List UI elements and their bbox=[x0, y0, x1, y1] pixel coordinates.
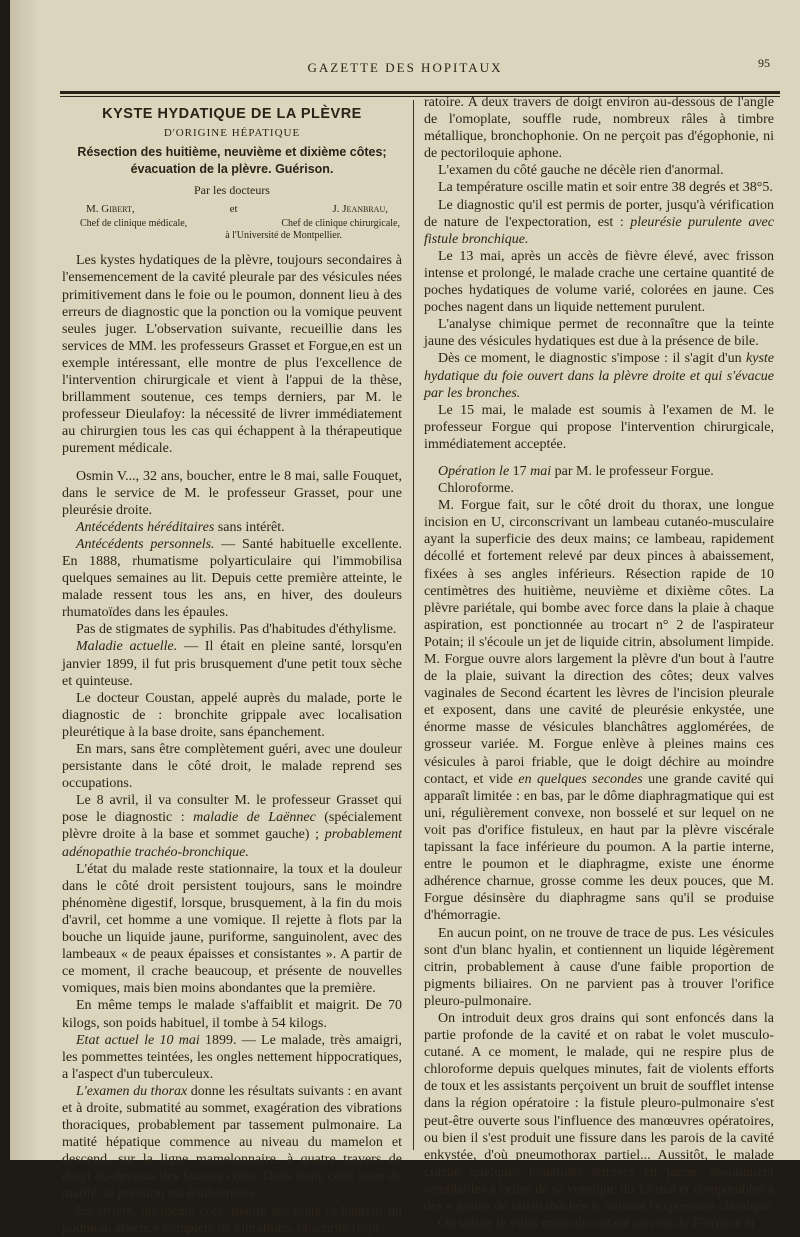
left-column bbox=[62, 102, 402, 1237]
operation-month: mai bbox=[530, 463, 552, 479]
current-illness-label: Maladie actuelle. bbox=[76, 639, 178, 655]
operation-label: Opération le bbox=[438, 463, 510, 479]
affiliations bbox=[62, 218, 402, 230]
no-pus-paragraph: En aucun point, on ne trouve de trace de pus. Les vésicules sont d'un blanc hyalin, et contiennent un liquide légèrement citrin, probablement à cause d'une faible proportion de pigments biliaires. On ne parvient pas à trouver l'orifice pleuro-pulmonaire. bbox=[424, 925, 774, 1009]
running-title: GAZETTE DES HOPITAUX bbox=[307, 60, 503, 75]
author-conjunction: et bbox=[229, 203, 238, 216]
drains-paragraph: On introduit deux gros drains qui sont enfoncés dans la partie profonde de la cavité et on rabat le volet musculo-cutané. A ce moment, le malade, qui ne respire plus de chloroforme depuis quelques minutes, fait de violents efforts de toux et les assistants perçoivent un bruit de soufflet intense dans la région opératoire : la fistule pleuro-pulmonaire s'est peut-être ouverte sous l'influence des manœuvres opératoires, ou bien il s'est produit une fissure dans les parois de la cavité enkystée, d'où pneumothorax partiel... Aussitôt, le malade crache quelques hydatides teintées en jaune, absolument semblables à celles de sa vomique du 13 mai et comparables à des « grains de raisin mâchés », suivant l'expression classique. bbox=[424, 1010, 774, 1214]
personal-paragraph bbox=[62, 536, 402, 621]
adenopathy-italic: probablement adénopathie trachéo-bronchique. bbox=[62, 827, 402, 860]
temperature-paragraph: La température oscille matin et soir entre 38 degrés et 38°5. bbox=[438, 180, 773, 196]
operation-text: par M. le professeur Forgue. bbox=[551, 463, 714, 479]
byline: Par les docteurs bbox=[194, 183, 270, 198]
may13-paragraph: Le 13 mai, après un accès de fièvre élevé, avec frisson intense et prolongé, le malade crache une certaine quantité de poches hydatiques de volume varié, colorées en jaune. Ces poches nagent dans un liquide nettement purulent. bbox=[424, 248, 774, 316]
analysis-paragraph: L'analyse chimique permet de reconnaître que la teinte jaune des vésicules hydatiques est due à la présence de bile. bbox=[424, 317, 774, 350]
operation-date: 17 bbox=[509, 463, 531, 479]
authors-line bbox=[62, 201, 402, 218]
procedure-text: M. Forgue fait, sur le côté droit du thorax, une longue incision en U, circonscrivant un lambeau cutanéo-musculaire ayant la superficie des deux mains; ce lambeau, rapidement décollé et fortement relevé par deux pinces à abaissement, fixées à ses angles inférieurs. Résection rapide de 10 centimètres des huitième, neuvième et dixième côtes. La plèvre pariétale, qui bombe avec force dans la plaie à chaque aspiration, est ponctionnée au trocart n° 2 de l'aspirateur Potain; il s'écoule un jet de liquide citrin, absolument limpide. M. Forgue ouvre alors largement la plèvre d'un bout à l'autre de la plaie, suivant la direction des côtes; deux valves vaginales de Second écartent les lèvres de l'incision pleurale et exposent, dans une cavité de pleurésie enkystée, une énorme masse de vésicules blanchâtres agglomérées, de grosseur variée. M. Forgue enlève à pleines mains ces vésicules à paroi friable, que le doigt déchire au moindre contact, et vide bbox=[424, 498, 774, 787]
march-paragraph: En mars, sans être complètement guéri, avec une douleur persistante dans le côté droit, le malade reprend ses occupations. bbox=[62, 742, 402, 792]
suture-paragraph: On suture le volet musculo-cutané au crin de Florence et bbox=[438, 1216, 755, 1232]
hereditary-label: Antécédents héréditaires bbox=[76, 519, 215, 535]
grasset-text-2: (spécialement plèvre droite à la base et sommet gauche) ; bbox=[62, 810, 402, 843]
chloroform-paragraph: Chloroforme. bbox=[438, 481, 514, 497]
state-text: 1899. — Le malade, très amaigri, les pommettes teintées, les ongles nettement hippocratiques, a l'aspect d'un tuberculeux. bbox=[62, 1032, 402, 1082]
affiliation-university: à l'Université de Montpellier. bbox=[225, 230, 342, 242]
personal-text: — Santé habituelle excellente. En 1888, rhumatisme polyarticulaire qui l'immobilisa quelques semaines au lit. Depuis cette première atteinte, le malade ressent tous les ans, en hiver, des douleurs rhumatoïdes dans les épaules. bbox=[62, 536, 402, 621]
operation-paragraph bbox=[424, 463, 774, 480]
posterior-paragraph: En arrière, du même côté, matité sur toute la hauteur du poumon, absence complète de vibrations, obscurité respi- bbox=[62, 1203, 402, 1236]
affiliation-medical: Chef de clinique médicale, bbox=[80, 218, 188, 230]
respiratory-paragraph: ratoire. A deux travers de doigt environ au-dessous de l'angle de l'omoplate, souffle rude, nombreux râles à timbre métallique, bronchophonie. On ne perçoit pas d'égophonie, ni de pectoriloquie aphone. bbox=[424, 95, 774, 162]
current-illness-text: — Il était en pleine santé, lorsqu'en janvier 1899, il fut pris brusquement d'une petit toux sèche et quinteuse. bbox=[62, 639, 402, 689]
may15-paragraph: Le 15 mai, le malade est soumis à l'examen de M. le professeur Forgue qui propose l'intervention chirurgicale, immédiatement acceptée. bbox=[424, 402, 774, 452]
intro-paragraph: Les kystes hydatiques de la plèvre, toujours secondaires à l'ensemencement de la cavité pleurale par des vésicules nées primitivement dans le foie ou le poumon, donnent lieu à des erreurs de diagnostic que la ponction ou la vomique peuvent seules juger. L'observation suivante, recueillie dans les services de MM. les professeurs Grasset et Forgue,en est un exemple intéressant, elle montre de plus l'excellence de l'intervention chirurgicale et vient à l'appui de la thèse, brillamment soutenue, ces temps derniers, par M. le professeur Dieulafoy: la nécessité de livrer immédiatement au chirurgien tous les cas qui échappent à la thérapeutique purement médicale. bbox=[62, 253, 402, 457]
laennec-italic: maladie de Laënnec bbox=[193, 810, 316, 826]
affiliation-surgical: Chef de clinique chirurgicale, bbox=[281, 218, 400, 230]
article-subtitle: D'ORIGINE HÉPATIQUE bbox=[163, 127, 301, 140]
personal-label: Antécédents personnels. bbox=[76, 536, 215, 552]
vomique-paragraph: L'état du malade reste stationnaire, la toux et la douleur dans le côté droit persistent toujours, sans le moindre phénomène digestif, lorsque, brusquement, à la fin du mois d'avril, cet homme a une vomique. Il rejette à flots par la bouche un liquide jaune, puriforme, sanguinolent, avec des lambeaux « de peaux épaisses et consistantes ». A partir de ce moment, il crache beaucoup, et présente de nouvelles vomiques, mais bien moins abondantes que la première. bbox=[62, 861, 402, 997]
grasset-paragraph bbox=[62, 792, 402, 860]
diagnosis-final-paragraph bbox=[424, 350, 774, 401]
state-paragraph bbox=[62, 1032, 402, 1083]
grasset-text: Le 8 avril, il va consulter M. le professeur Grasset qui pose le diagnostic : bbox=[62, 793, 402, 826]
author-jeanbrau: J. Jeanbrau, bbox=[332, 203, 388, 216]
procedure-paragraph bbox=[424, 497, 774, 924]
hereditary-paragraph bbox=[62, 519, 402, 536]
thorax-text: donne les résultats suivants : en avant et à droite, submatité au sommet, exagération des vibrations thoraciques, probablement par tassement pulmonaire. La matité hépatique commence au niveau du mamelon et descend, sur la ligne mamelonnaire, à quatre travers de doigt au-dessous des fausses côtes. Dans toute cette zone de matité, la pression est douloureuse. bbox=[62, 1083, 402, 1202]
procedure-text-2: une grande cavité qui apparaît limitée : en bas, par le dôme diaphragmatique qui est uni, régulièrement convexe, non bosselé et sur lequel on ne voit pas d'orifice fistuleux, en haut par la plèvre viscérale tapissant la face inférieure du poumon. A la partie interne, entre le poumon et le diaphragme, existe une énorme adhérence charnue, grosse comme les deux pouces, que M. Forgue désinsère du diaphragme sans qu'il se produise d'hémorragie. bbox=[424, 771, 774, 924]
right-column bbox=[424, 94, 774, 1232]
thorax-paragraph bbox=[62, 1083, 402, 1203]
page-number: 95 bbox=[758, 56, 770, 70]
state-label: Etat actuel le 10 mai bbox=[76, 1032, 200, 1048]
patient-paragraph: Osmin V..., 32 ans, boucher, entre le 8 mai, salle Fouquet, dans le service de M. le professeur Grasset, pour une pleurésie droite. bbox=[62, 468, 402, 518]
syphilis-paragraph: Pas de stigmates de syphilis. Pas d'habitudes d'éthylisme. bbox=[76, 622, 397, 638]
left-side-paragraph: L'examen du côté gauche ne décèle rien d'anormal. bbox=[438, 163, 724, 179]
article-title: KYSTE HYDATIQUE DE LA PLÈVRE bbox=[102, 106, 362, 122]
coustan-paragraph: Le docteur Coustan, appelé auprès du malade, porte le diagnostic de : bronchite grippale avec localisation pleurétique à la base droite, sans épanchement. bbox=[62, 690, 402, 740]
weight-paragraph: En même temps le malade s'affaiblit et maigrit. De 70 kilogs, son poids habituel, il tombe à 54 kilogs. bbox=[62, 998, 402, 1031]
author-gibert: M. Gibert, bbox=[86, 203, 135, 216]
column-divider bbox=[413, 100, 414, 1150]
hereditary-text: sans intérêt. bbox=[214, 519, 285, 535]
diagnosis-final-italic: kyste hydatique du foie ouvert dans la plèvre droite et qui s'évacue par les bronches. bbox=[424, 351, 774, 401]
article-heading: Résection des huitième, neuvième et dixième côtes; évacuation de la plèvre. Guérison. bbox=[77, 145, 387, 177]
thorax-label: L'examen du thorax bbox=[76, 1083, 188, 1099]
journal-page bbox=[10, 0, 800, 1236]
diagnosis-italic: pleurésie purulente avec fistule bronchique. bbox=[424, 214, 774, 247]
diagnosis-paragraph bbox=[424, 197, 774, 248]
diagnosis-final-text: Dès ce moment, le diagnostic s'impose : il s'agit d'un bbox=[438, 351, 747, 367]
procedure-italic: en quelques secondes bbox=[518, 771, 643, 787]
current-illness-paragraph bbox=[62, 638, 402, 689]
diagnosis-text: Le diagnostic qu'il est permis de porter, jusqu'à vérification de nature de l'expectoration, est : bbox=[424, 197, 774, 230]
